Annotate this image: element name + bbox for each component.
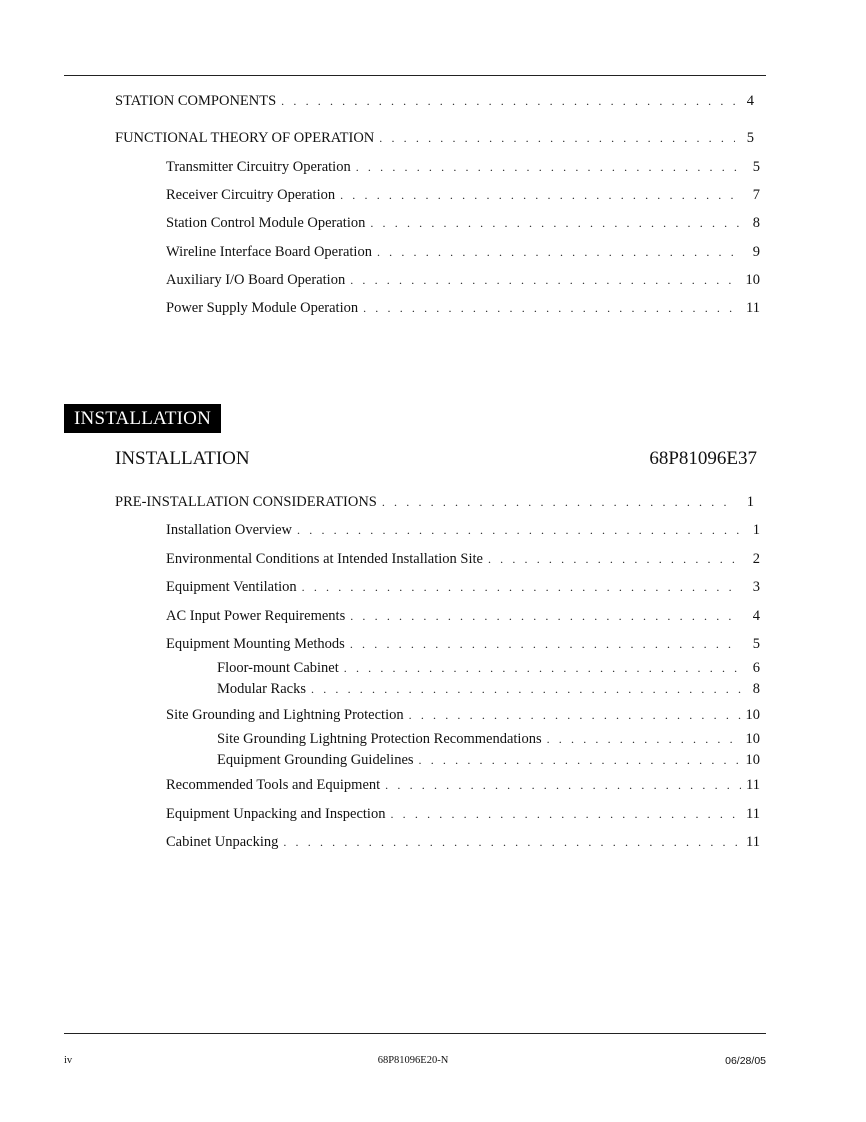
toc-entry[interactable] bbox=[166, 805, 760, 823]
dot-leader bbox=[356, 158, 741, 176]
dot-leader bbox=[370, 214, 741, 232]
toc-entry-label: Site Grounding Lightning Protection Recommendations bbox=[217, 731, 542, 747]
toc-entry-page: 11 bbox=[746, 300, 760, 316]
toc-entry-label: Power Supply Module Operation bbox=[166, 300, 359, 316]
dot-leader bbox=[350, 607, 741, 625]
toc-entry-page: 11 bbox=[746, 777, 760, 793]
dot-leader bbox=[385, 776, 741, 794]
toc-entry[interactable] bbox=[217, 680, 760, 698]
toc-entry[interactable] bbox=[217, 751, 760, 769]
dot-leader bbox=[363, 299, 741, 317]
toc-entry-label: Receiver Circuitry Operation bbox=[166, 187, 336, 203]
toc-entry-label: Floor-mount Cabinet bbox=[217, 660, 339, 676]
toc-entry-page: 1 bbox=[752, 522, 760, 538]
toc-entry-label: Environmental Conditions at Intended Installation Site bbox=[166, 551, 483, 567]
footer-date: 06/28/05 bbox=[725, 1055, 766, 1067]
dot-leader bbox=[340, 186, 741, 204]
toc-entry-label: Equipment Mounting Methods bbox=[166, 636, 345, 652]
toc-entry[interactable] bbox=[166, 243, 760, 261]
toc-entry-page: 6 bbox=[752, 660, 760, 676]
toc-entry[interactable] bbox=[217, 659, 760, 677]
toc-entry[interactable] bbox=[166, 607, 760, 625]
bottom-rule bbox=[64, 1033, 766, 1034]
toc-entry-page: 10 bbox=[745, 272, 760, 288]
toc-entry[interactable] bbox=[166, 214, 760, 232]
toc-entry-label: PRE-INSTALLATION CONSIDERATIONS bbox=[115, 494, 377, 510]
toc-entry-label: Modular Racks bbox=[217, 681, 306, 697]
toc-entry[interactable] bbox=[166, 158, 760, 176]
toc-entry[interactable] bbox=[166, 706, 760, 724]
dot-leader bbox=[281, 92, 735, 110]
toc-entry-label: Station Control Module Operation bbox=[166, 215, 366, 231]
toc-entry-label: STATION COMPONENTS bbox=[115, 93, 277, 109]
toc-entry[interactable] bbox=[217, 730, 760, 748]
toc-entry-page: 11 bbox=[746, 834, 760, 850]
dot-leader bbox=[350, 635, 741, 653]
toc-entry-page: 3 bbox=[752, 579, 760, 595]
toc-entry[interactable] bbox=[166, 521, 760, 539]
toc-entry-label: Wireline Interface Board Operation bbox=[166, 244, 372, 260]
dot-leader bbox=[283, 833, 741, 851]
toc-entry[interactable] bbox=[166, 833, 760, 851]
toc-entry-page: 4 bbox=[746, 93, 754, 109]
toc-entry-page: 11 bbox=[746, 806, 760, 822]
dot-leader bbox=[350, 271, 740, 289]
dot-leader bbox=[297, 521, 741, 539]
toc-entry[interactable] bbox=[115, 493, 754, 511]
toc-entry-page: 10 bbox=[745, 731, 760, 747]
toc-entry[interactable] bbox=[166, 635, 760, 653]
toc-entry-label: Equipment Grounding Guidelines bbox=[217, 752, 414, 768]
toc-entry-page: 10 bbox=[745, 752, 760, 768]
toc-entry-page: 1 bbox=[746, 494, 754, 510]
toc-entry-page: 4 bbox=[752, 608, 760, 624]
toc-entry-page: 9 bbox=[752, 244, 760, 260]
toc-entry-label: FUNCTIONAL THEORY OF OPERATION bbox=[115, 130, 375, 146]
dot-leader bbox=[419, 751, 741, 769]
toc-entry[interactable] bbox=[166, 550, 760, 568]
toc-entry-label: Recommended Tools and Equipment bbox=[166, 777, 381, 793]
toc-entry-label: Cabinet Unpacking bbox=[166, 834, 279, 850]
dot-leader bbox=[379, 129, 735, 147]
toc-entry-page: 7 bbox=[752, 187, 760, 203]
toc-entry[interactable] bbox=[166, 776, 760, 794]
toc-entry-page: 8 bbox=[752, 215, 760, 231]
toc-entry[interactable] bbox=[166, 299, 760, 317]
toc-entry-label: Installation Overview bbox=[166, 522, 293, 538]
dot-leader bbox=[488, 550, 741, 568]
toc-entry-label: Site Grounding and Lightning Protection bbox=[166, 707, 404, 723]
dot-leader bbox=[377, 243, 741, 261]
toc-entry[interactable] bbox=[166, 578, 760, 596]
toc-entry-page: 2 bbox=[752, 551, 760, 567]
dot-leader bbox=[547, 730, 741, 748]
toc-entry[interactable] bbox=[166, 186, 760, 204]
footer-page-number: iv bbox=[64, 1055, 73, 1066]
toc-entry-label: AC Input Power Requirements bbox=[166, 608, 346, 624]
toc-entry-page: 8 bbox=[752, 681, 760, 697]
toc-entry[interactable] bbox=[115, 129, 754, 147]
dot-leader bbox=[409, 706, 741, 724]
toc-entry-page: 5 bbox=[752, 636, 760, 652]
toc-entry[interactable] bbox=[115, 92, 754, 110]
toc-entry-label: Equipment Ventilation bbox=[166, 579, 297, 595]
toc-entry[interactable] bbox=[166, 271, 760, 289]
dot-leader bbox=[302, 578, 741, 596]
toc-entry-page: 5 bbox=[752, 159, 760, 175]
section-tab: INSTALLATION bbox=[64, 404, 221, 433]
dot-leader bbox=[344, 659, 741, 677]
dot-leader bbox=[382, 493, 735, 511]
toc-entry-page: 5 bbox=[746, 130, 754, 146]
section-doc-number: 68P81096E37 bbox=[649, 448, 757, 469]
toc-entry-label: Auxiliary I/O Board Operation bbox=[166, 272, 346, 288]
toc-entry-label: Transmitter Circuitry Operation bbox=[166, 159, 351, 175]
dot-leader bbox=[390, 805, 741, 823]
toc-entry-label: Equipment Unpacking and Inspection bbox=[166, 806, 386, 822]
footer-doc-id: 68P81096E20-N bbox=[377, 1055, 449, 1066]
toc-entry-page: 10 bbox=[745, 707, 760, 723]
dot-leader bbox=[311, 680, 741, 698]
top-rule bbox=[64, 75, 766, 76]
section-title: INSTALLATION bbox=[115, 448, 250, 469]
